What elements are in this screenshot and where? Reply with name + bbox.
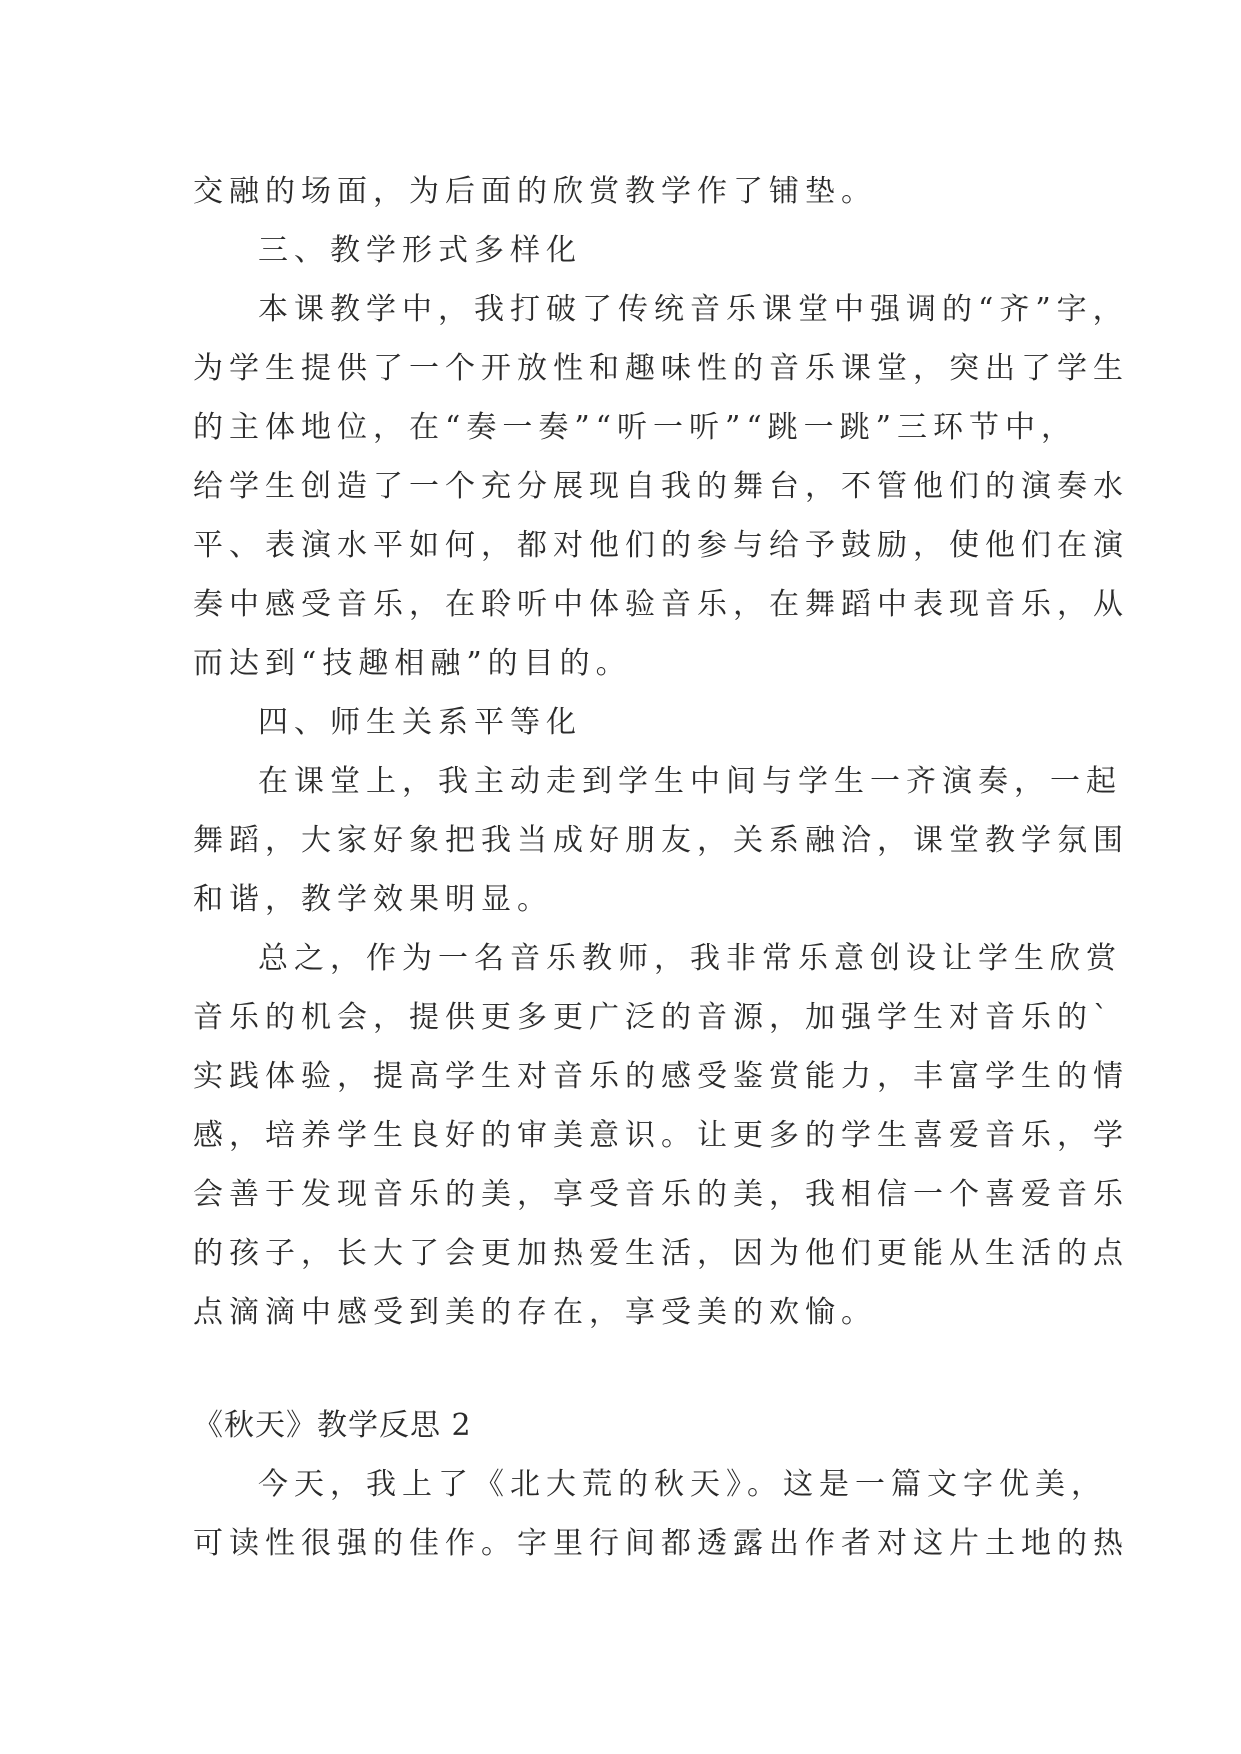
text-line: 的孩子，长大了会更加热爱生活，因为他们更能从生活的点 bbox=[193, 1236, 1129, 1271]
text-line: 舞蹈，大家好象把我当成好朋友，关系融洽，课堂教学氛围 bbox=[193, 823, 1129, 858]
text-line: 实践体验，提高学生对音乐的感受鉴赏能力，丰富学生的情 bbox=[193, 1059, 1129, 1094]
text-line: 奏中感受音乐，在聆听中体验音乐，在舞蹈中表现音乐，从 bbox=[193, 587, 1129, 622]
text-line: 在课堂上，我主动走到学生中间与学生一齐演奏，一起 bbox=[258, 764, 1122, 799]
text-line: 三、教学形式多样化 bbox=[258, 233, 582, 268]
text-line: 的主体地位，在“奏一奏”“听一听”“跳一跳”三环节中， bbox=[193, 410, 1078, 445]
paragraphs-part-two bbox=[193, 1455, 1129, 1573]
text-line: 总之，作为一名音乐教师，我非常乐意创设让学生欣赏 bbox=[258, 941, 1122, 976]
text-line: 给学生创造了一个充分展现自我的舞台，不管他们的演奏水 bbox=[193, 469, 1129, 504]
document-body bbox=[193, 162, 1129, 1573]
text-line: 感，培养学生良好的审美意识。让更多的学生喜爱音乐，学 bbox=[193, 1118, 1129, 1153]
text-line: 会善于发现音乐的美，享受音乐的美，我相信一个喜爱音乐 bbox=[193, 1177, 1129, 1212]
text-line: 和谐，教学效果明显。 bbox=[193, 882, 553, 917]
paragraphs-part-one bbox=[193, 162, 1129, 1342]
text-line: 为学生提供了一个开放性和趣味性的音乐课堂，突出了学生 bbox=[193, 351, 1129, 386]
text-line: 交融的场面，为后面的欣赏教学作了铺垫。 bbox=[193, 174, 877, 209]
section-title: 《秋天》教学反思 2 bbox=[193, 1408, 472, 1443]
text-line: 可读性很强的佳作。字里行间都透露出作者对这片土地的热 bbox=[193, 1526, 1129, 1561]
text-line: 本课教学中，我打破了传统音乐课堂中强调的“齐”字， bbox=[258, 292, 1129, 327]
text-line: 而达到“技趣相融”的目的。 bbox=[193, 646, 632, 681]
text-line: 平、表演水平如何，都对他们的参与给予鼓励，使他们在演 bbox=[193, 528, 1129, 563]
text-line: 音乐的机会，提供更多更广泛的音源，加强学生对音乐的` bbox=[193, 1000, 1114, 1035]
text-line: 四、师生关系平等化 bbox=[258, 705, 582, 740]
text-line: 点滴滴中感受到美的存在，享受美的欢愉。 bbox=[193, 1295, 877, 1330]
section-gap bbox=[193, 1342, 1073, 1396]
text-line: 今天，我上了《北大荒的秋天》。这是一篇文字优美， bbox=[258, 1467, 1107, 1502]
